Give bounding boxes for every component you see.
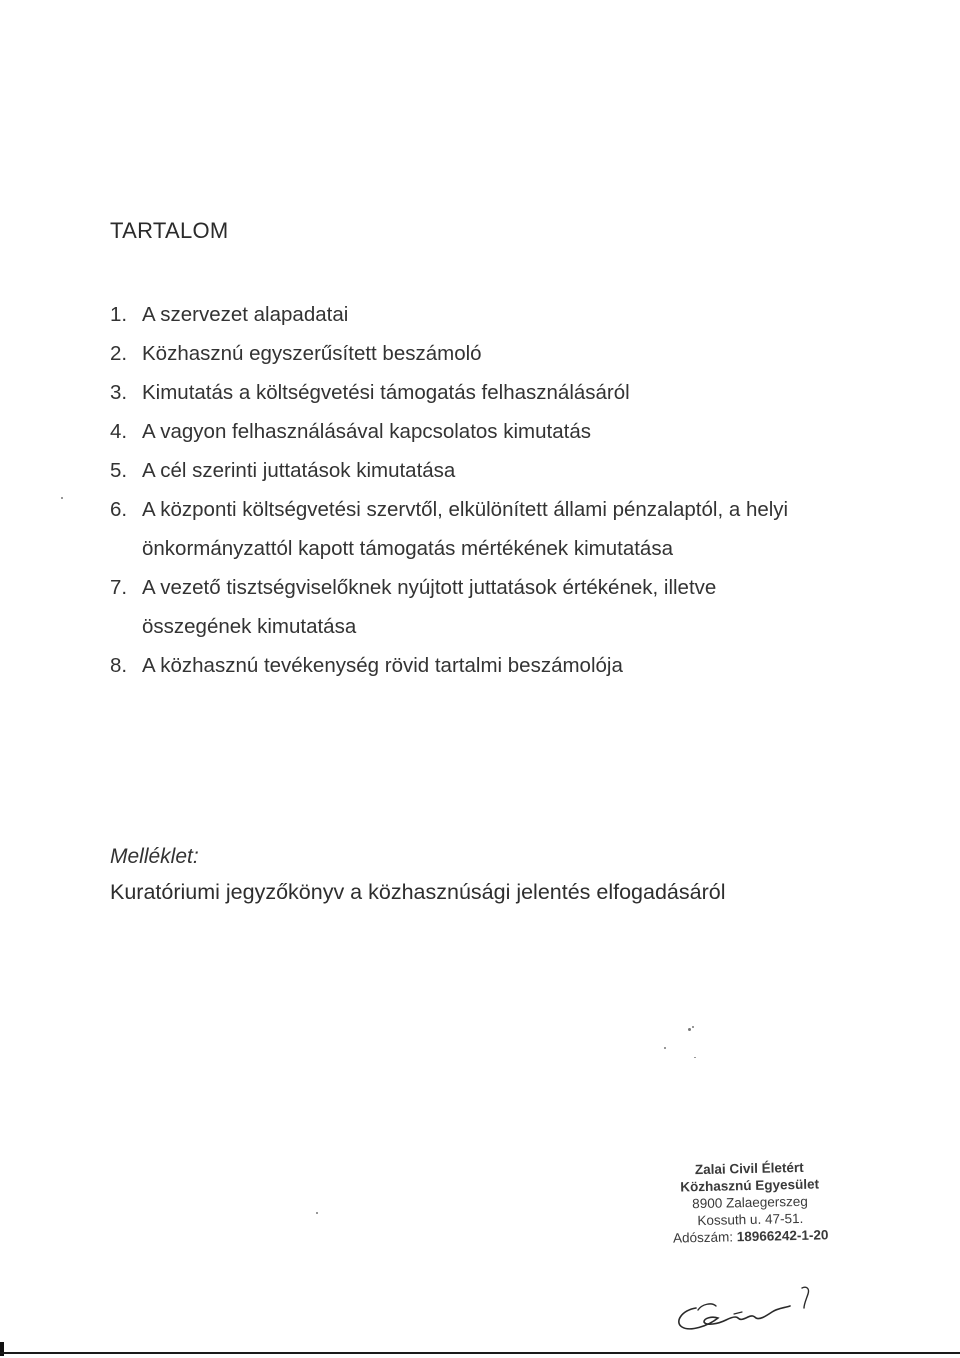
toc-item-text: A vagyon felhasználásával kapcsolatos kimutatás <box>142 420 591 443</box>
toc-item <box>110 412 830 451</box>
toc-item-number: 8. <box>110 654 128 677</box>
organization-stamp <box>649 1158 851 1247</box>
stamp-tax-value: 18966242-1-20 <box>736 1227 829 1245</box>
toc-item-text: Közhasznú egyszerűsített beszámoló <box>142 342 482 365</box>
stamp-tax-label: Adószám: <box>672 1229 734 1246</box>
toc-item <box>110 295 830 334</box>
toc-item <box>110 334 830 373</box>
toc-item-number: 7. <box>110 576 128 599</box>
stamp-city: 8900 Zalaegerszeg <box>692 1193 808 1212</box>
scan-bottom-edge <box>0 1352 960 1354</box>
document-title: TARTALOM <box>110 218 229 243</box>
toc-item-number: 1. <box>110 303 128 326</box>
stamp-org-name: Zalai Civil Életért <box>694 1159 804 1178</box>
toc-item-text: A központi költségvetési szervtől, elkülönített állami pénzalaptól, a helyi önkormányzattól kapott támogatás mértékének kimutatása <box>142 498 789 560</box>
handwritten-signature <box>668 1270 828 1340</box>
annex-label: Melléklet: <box>110 845 199 868</box>
toc-item <box>110 568 830 646</box>
stamp-org-type: Közhasznú Egyesület <box>680 1176 820 1195</box>
toc-item-number: 6. <box>110 498 128 521</box>
toc-item-number: 5. <box>110 459 128 482</box>
toc-item-number: 2. <box>110 342 128 365</box>
stamp-tax-number <box>651 1226 851 1247</box>
table-of-contents <box>110 295 830 685</box>
annex-text: Kuratóriumi jegyzőkönyv a közhasznúsági jelentés elfogadásáról <box>110 880 726 904</box>
toc-item-text: A vezető tisztségviselőknek nyújtott juttatások értékének, illetve összegének kimutatása <box>142 576 717 638</box>
toc-item <box>110 451 830 490</box>
toc-item <box>110 646 830 685</box>
toc-item-text: Kimutatás a költségvetési támogatás felhasználásáról <box>142 381 630 404</box>
toc-item-number: 3. <box>110 381 128 404</box>
toc-item-text: A szervezet alapadatai <box>142 303 349 326</box>
stamp-street: Kossuth u. 47-51. <box>697 1210 804 1229</box>
toc-item-text: A cél szerinti juttatások kimutatása <box>142 459 456 482</box>
toc-item <box>110 490 830 568</box>
toc-item-text: A közhasznú tevékenység rövid tartalmi beszámolója <box>142 654 623 677</box>
toc-item-number: 4. <box>110 420 128 443</box>
toc-item <box>110 373 830 412</box>
